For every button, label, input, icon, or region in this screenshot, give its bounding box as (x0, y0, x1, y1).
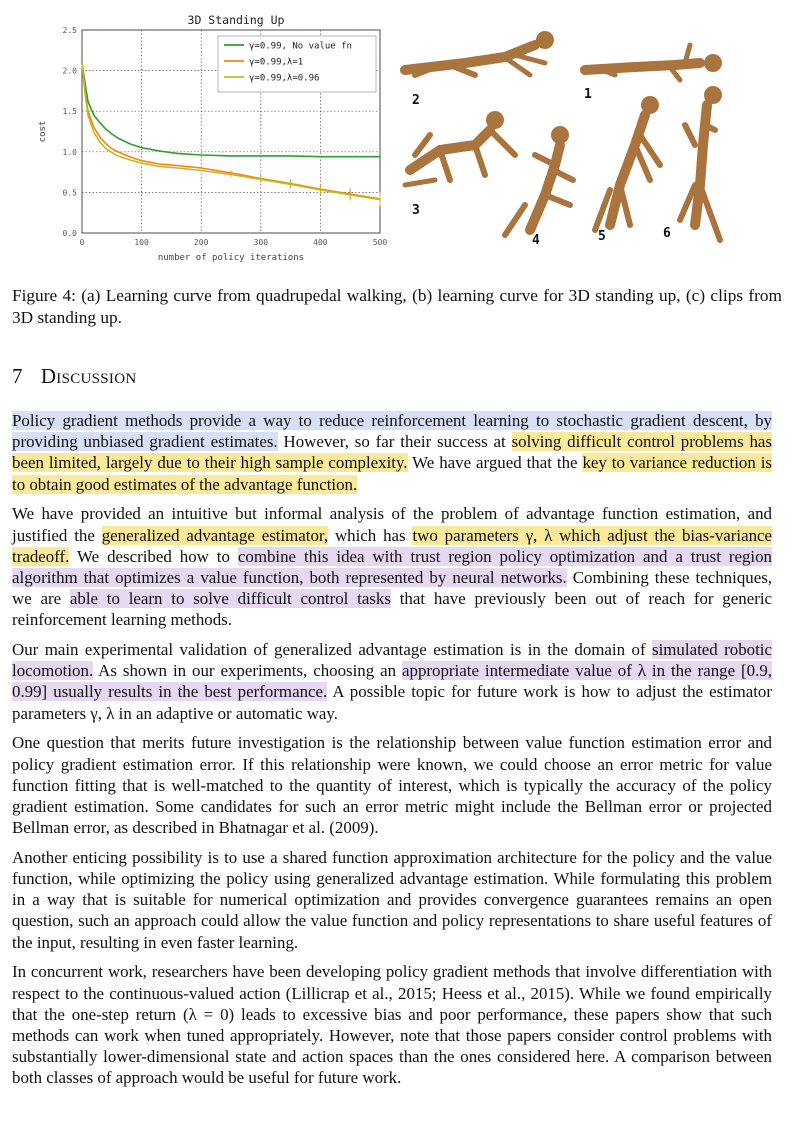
clip-3-figure (405, 111, 515, 185)
x-tick-label: 0 (79, 238, 85, 247)
learning-curve-chart (0, 0, 400, 270)
x-tick-label: 200 (193, 238, 209, 247)
clip-6-figure (680, 86, 722, 240)
clip-label-4: 4 (532, 233, 540, 248)
text-run: that have previously been out of reach for generic reinforcement learning methods. (12, 589, 773, 630)
clip-5-figure (595, 96, 660, 230)
section-heading (12, 364, 137, 389)
y-tick-label: 0.5 (62, 188, 77, 198)
text-run: We have provided an intuitive but informal analysis of the problem of advantage function estimation, and justified the (12, 504, 772, 545)
clip-4-figure (505, 126, 573, 235)
figure-4 (0, 0, 800, 270)
clip-label-5: 5 (598, 229, 606, 244)
highlight: two parameters γ, λ which adjust the bias-variance tradeoff. (12, 525, 773, 566)
y-tick-label: 1.5 (62, 107, 77, 117)
x-tick-label: 300 (253, 238, 269, 247)
paragraph-4: One question that merits future investigation is the relationship between value function estimation error and policy gradient estimation error. If this relationship were known, we could choose an error metric for value function fitting that is well-matched to the quantity of interest, which is typically the accuracy of the policy gradient estimation. Some candidates for such an error metric might include the Bellman error or projected Bellman error, as described in Bhatnagar et al. (2009). (12, 733, 772, 838)
clip-label-3: 3 (412, 203, 420, 218)
figure-caption: Figure 4: (a) Learning curve from quadrupedal walking, (b) learning curve for 3D standing up, (c) clips from 3D standing up. (12, 286, 782, 327)
y-tick-label: 2.0 (62, 66, 77, 76)
clip-label-1: 1 (584, 87, 592, 102)
x-tick-label: 100 (134, 238, 149, 247)
text-run: Our main experimental validation of generalized advantage estimation is in the domain of (12, 640, 653, 660)
paragraph-1 (12, 410, 772, 495)
text-run: We described how to (69, 546, 238, 566)
text-run: As shown in our experiments, choosing an (93, 661, 403, 681)
section-number: 7 (12, 364, 23, 388)
paragraph-3 (12, 639, 772, 724)
legend-entry: γ=0.99, No value fn (249, 41, 352, 52)
highlight: generalized advantage estimator, (101, 525, 329, 545)
paragraph-2 (12, 503, 772, 630)
highlight: able to learn to solve difficult control tasks (69, 589, 391, 609)
highlight: solving difficult control problems has been limited, largely due to their high sample complexity. (12, 432, 772, 473)
discussion-body (12, 410, 772, 1097)
legend-entry: γ=0.99,λ=0.96 (249, 73, 320, 84)
x-tick-label: 400 (313, 238, 328, 247)
clip-label-2: 2 (412, 93, 420, 108)
chart-title: 3D Standing Up (187, 13, 285, 27)
text-run: However, so far their success at (277, 432, 512, 452)
clip-label-6: 6 (663, 226, 671, 241)
clip-2-figure (405, 31, 554, 75)
text-run: Combining these techniques, we are (12, 567, 772, 609)
y-tick-label: 0.0 (62, 229, 77, 238)
y-axis-label: cost (38, 120, 48, 143)
text-run: We have argued that the (407, 453, 583, 473)
highlight: simulated robotic locomotion. (12, 640, 772, 681)
text-run: which has (328, 525, 413, 545)
y-tick-label: 2.5 (62, 26, 77, 35)
standing-up-clips (395, 5, 785, 265)
highlight: appropriate intermediate value of λ in the range [0.9, 0.99] usually results in the best performance. (12, 661, 772, 702)
y-tick-label: 1.0 (62, 147, 77, 157)
x-tick-label: 500 (372, 238, 388, 247)
clip-1-figure (585, 45, 722, 80)
paragraph-6: In concurrent work, researchers have been developing policy gradient methods that involve differentiation with respect to the continuous-valued action (Lillicrap et al., 2015; Heess et al., 2015). While we found empirically that the one-step return (λ = 0) leads to excessive bias and poor performance, these papers show that such methods can work when tuned appropriately. However, note that those papers consider control problems with substantially lower-dimensional state and action spaces than the ones considered here. A comparison between both classes of approach would be useful for future work. (12, 962, 772, 1088)
paragraph-5: Another enticing possibility is to use a shared function approximation architecture for the policy and the value function, while optimizing the policy using generalized advantage estimation. While formulating this problem in a way that is suitable for numerical optimization and provides convergence guarantees remains an open question, such an approach could allow the value function and policy representations to share useful features of the input, resulting in even faster learning. (12, 847, 772, 952)
highlight: combine this idea with trust region policy optimization and a trust region algorithm that optimizes a value function, both represented by neural networks. (12, 546, 772, 587)
text-run: A possible topic for future work is how to adjust the estimator parameters γ, λ in an adaptive or automatic way. (12, 682, 772, 723)
legend-entry: γ=0.99,λ=1 (249, 57, 304, 68)
highlight: Policy gradient methods provide a way to reduce reinforcement learning to stochastic gradient descent, by providing unbiased gradient estimates. (12, 411, 772, 452)
x-axis-label: number of policy iterations (157, 253, 305, 263)
highlight: key to variance reduction is to obtain good estimates of the advantage function. (12, 453, 772, 494)
section-title: Discussion (40, 364, 137, 388)
